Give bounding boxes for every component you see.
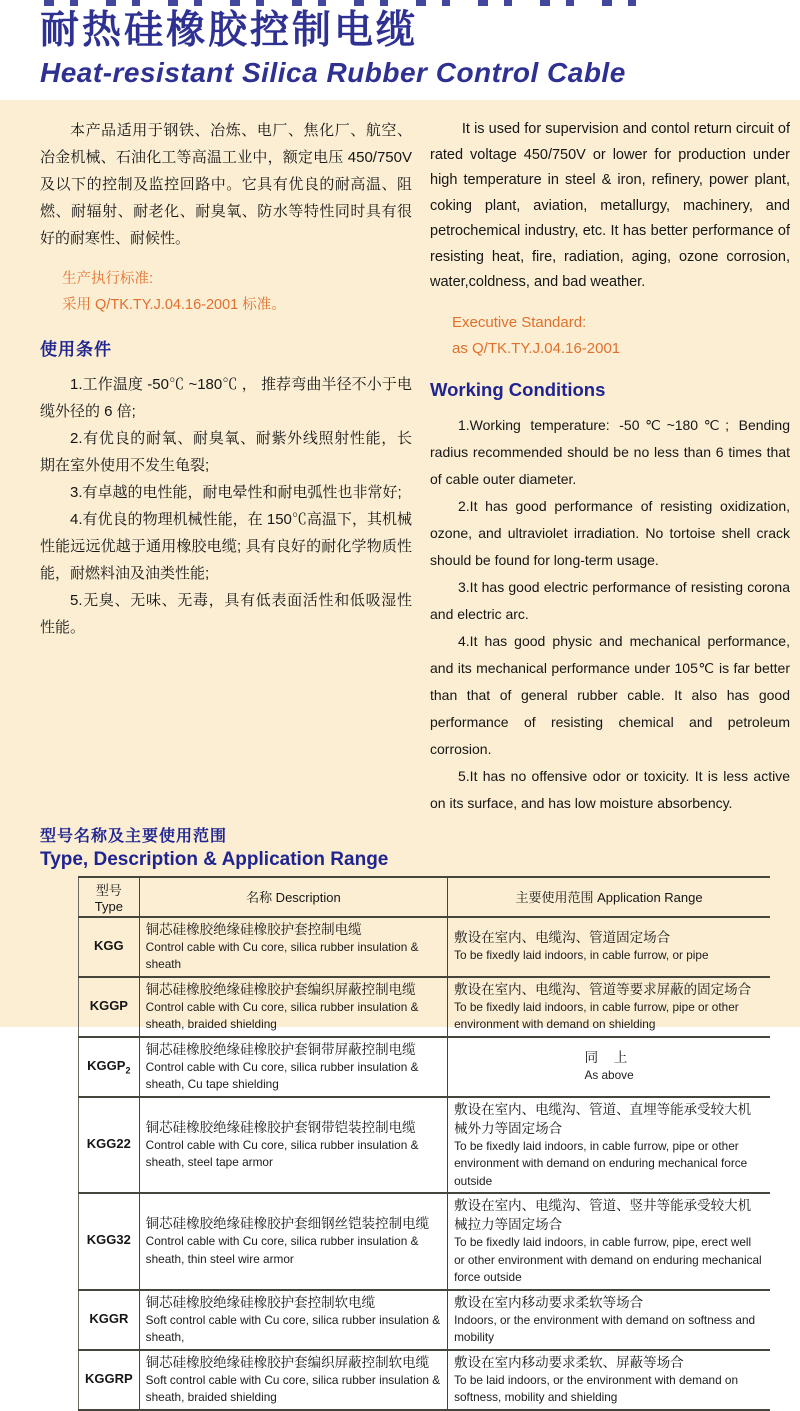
cable-description-cell: [139, 977, 447, 1037]
page-title-en: Heat-resistant Silica Rubber Control Cable: [40, 56, 626, 88]
column-header-type: 型号 Type: [79, 877, 140, 917]
condition-item-en: 1.Working temperature: -50℃~180℃; Bending radius recommended should be no less than 6 times that of cable outer diameter.: [430, 416, 790, 487]
table-header-row: [79, 877, 771, 917]
condition-item-zh: 5.无臭、无味、无毒，具有低表面活性和低吸湿性性能。: [40, 592, 412, 636]
page-title-zh: 耐热硅橡胶控制电缆: [40, 9, 419, 52]
application-range-cell: [448, 1350, 770, 1410]
standard-label-en: Executive Standard:: [452, 313, 587, 331]
condition-item-en: 5.It has no offensive odor or toxicity. It is less active on its surface, and has low moisture absorbency.: [430, 767, 790, 811]
description-zh: 铜芯硅橡胶绝缘硅橡胶护套细钢丝铠装控制电缆: [145, 1216, 430, 1232]
application-range-cell: [448, 1097, 770, 1194]
range-en: To be laid indoors, or the environment with demand on softness, mobility and shielding: [454, 1372, 739, 1404]
table-section-heading-en: Type, Description & Application Range: [40, 848, 389, 870]
description-zh: 铜芯硅橡胶绝缘硅橡胶护套钢带铠装控制电缆: [145, 1119, 416, 1135]
table-section-heading-zh: 型号名称及主要使用范围: [40, 827, 228, 845]
description-en: Soft control cable with Cu core, silica rubber insulation & sheath, braided shielding: [145, 1372, 441, 1404]
column-english: [430, 117, 790, 817]
cable-description-cell: [139, 1097, 447, 1194]
conditions-heading-zh: 使用条件: [40, 340, 112, 359]
range-zh: 敷设在室内移动要求柔软等场合: [454, 1294, 644, 1310]
range-zh: 敷设在室内、电缆沟、管道、直埋等能承受较大机械外力等固定场合: [454, 1101, 752, 1136]
cable-type-code: KGG32: [79, 1193, 140, 1290]
description-en: Control cable with Cu core, silica rubber insulation & sheath, Cu tape shielding: [145, 1059, 419, 1091]
table-row-kgg32: [79, 1193, 771, 1290]
cable-description-cell: [139, 1037, 447, 1097]
condition-item-en: 3.It has good electric performance of resisting corona and electric arc.: [430, 578, 790, 622]
table-row-kgg22: [79, 1097, 771, 1194]
condition-item-zh: 2.有优良的耐氧、耐臭氧、耐紫外线照射性能，长期在室外使用不发生龟裂;: [40, 430, 412, 474]
cable-description-cell: [139, 1290, 447, 1350]
range-zh: 敷设在室内、电缆沟、管道、竖井等能承受较大机械拉力等固定场合: [454, 1198, 752, 1232]
condition-item-zh: 1.工作温度 -50℃ ~180℃ ， 推荐弯曲半径不小于电缆外径的 6 倍;: [40, 376, 412, 420]
application-range-cell: [448, 1193, 770, 1290]
description-zh: 铜芯硅橡胶绝缘硅橡胶护套控制软电缆: [145, 1294, 376, 1310]
description-en: Control cable with Cu core, silica rubber insulation & sheath, braided shielding: [145, 999, 419, 1031]
intro-columns: [40, 117, 790, 817]
column-header-application-range: 主要使用范围 Application Range: [515, 890, 703, 905]
description-zh: 铜芯硅橡胶绝缘硅橡胶护套编织屏蔽控制软电缆: [145, 1354, 430, 1370]
standard-value-zh: 采用 Q/TK.TY.J.04.16-2001 标准。: [62, 297, 286, 313]
application-range-cell: [448, 917, 770, 977]
cable-types-table: [78, 876, 770, 1411]
description-zh: 铜芯硅橡胶绝缘硅橡胶护套控制电缆: [145, 921, 362, 937]
cable-description-cell: [139, 917, 447, 977]
description-en: Control cable with Cu core, silica rubber insulation & sheath: [145, 939, 419, 971]
range-en: To be fixedly laid indoors, in cable furrow, pipe, erect well or other environment with demand on enduring mechanical force outside: [454, 1235, 762, 1284]
executive-standard-zh: [62, 266, 412, 318]
description-zh: 铜芯硅橡胶绝缘硅橡胶护套编织屏蔽控制电缆: [145, 981, 416, 997]
cable-type-code: KGGRP: [79, 1350, 140, 1410]
cable-description-cell: [139, 1193, 447, 1290]
table-row-kggr: [79, 1290, 771, 1350]
range-en: To be fixedly laid indoors, in cable furrow, pipe or other environment with demand on shielding: [454, 999, 739, 1031]
condition-item-en: 2.It has good performance of resisting oxidization, ozone, and ultraviolet irradiation. No tortoise shell crack should be found for long-term usage.: [430, 497, 790, 568]
cable-type-code: KGGP: [79, 977, 140, 1037]
column-header-description: 名称 Description: [139, 877, 447, 917]
range-zh: 敷设在室内移动要求柔软、屏蔽等场合: [454, 1354, 684, 1370]
range-en: To be fixedly laid indoors, in cable furrow, or pipe: [454, 948, 709, 963]
standard-label-zh: 生产执行标准:: [62, 271, 154, 287]
table-row-kggp2: [79, 1037, 771, 1097]
cable-type-code: KGG: [79, 917, 140, 977]
application-range-cell: [448, 977, 770, 1037]
condition-item-zh: 4.有优良的物理机械性能，在 150℃高温下，其机械性能远远优越于通用橡胶电缆; 具有良好的耐化学物质性能，耐燃料油及油类性能;: [40, 511, 412, 582]
range-zh: 敷设在室内、电缆沟、管道等要求屏蔽的固定场合: [454, 981, 752, 997]
description-zh: 铜芯硅橡胶绝缘硅橡胶护套铜带屏蔽控制电缆: [145, 1041, 416, 1057]
conditions-list-zh: [40, 371, 412, 641]
cable-description-cell: [139, 1350, 447, 1410]
page-header: [0, 0, 800, 100]
conditions-list-en: [430, 412, 790, 817]
condition-item-en: 4.It has good physic and mechanical performance, and its mechanical performance under 105℃ is far better than that of general rubber cable. It also has good performance of resisting chemical and petroleum corrosion.: [430, 632, 790, 757]
intro-paragraph-en: It is used for supervision and contol return circuit of rated voltage 450/750V or lower for production under high temperature in steel & iron, refinery, power plant, coking plant, aviation, metallurgy, machinery, and petrochemical industry, etc. It has better performance of resisting heat, fire, radiation, aging, ozone corrosion, water,coldness, and bad weather.: [430, 121, 790, 290]
intro-paragraph-zh: 本产品适用于钢铁、冶炼、电厂、焦化厂、航空、冶金机械、石油化工等高温工业中，额定电压 450/750V 及以下的控制及监控回路中。它具有优良的耐高温、阻燃、耐辐射、耐老化、耐臭氧、防水等特性同时具有很好的耐寒性、耐候性。: [40, 122, 412, 247]
range-zh: 同 上: [584, 1050, 634, 1066]
range-en: As above: [584, 1068, 634, 1083]
description-en: Soft control cable with Cu core, silica rubber insulation & sheath,: [145, 1312, 441, 1344]
description-en: Control cable with Cu core, silica rubber insulation & sheath, thin steel wire armor: [145, 1234, 419, 1266]
table-row-kggp: [79, 977, 771, 1037]
cropped-text-fragment: [44, 0, 644, 6]
range-en: To be fixedly laid indoors, in cable furrow, pipe or other environment with demand on enduring mechanical force outside: [454, 1138, 748, 1188]
column-chinese: [40, 117, 412, 817]
table-row-kgg: [79, 917, 771, 977]
standard-value-en: as Q/TK.TY.J.04.16-2001: [452, 339, 621, 357]
cable-type-code: $KGGP_2$: [79, 1037, 140, 1097]
description-en: Control cable with Cu core, silica rubber insulation & sheath, steel tape armor: [145, 1137, 419, 1170]
condition-item-zh: 3.有卓越的电性能，耐电晕性和耐电弧性也非常好;: [70, 484, 402, 501]
conditions-heading-en: Working Conditions: [430, 378, 606, 400]
application-range-cell: [448, 1290, 770, 1350]
cable-type-code: KGGR: [79, 1290, 140, 1350]
table-row-kggrp: [79, 1350, 771, 1410]
range-zh: 敷设在室内、电缆沟、管道固定场合: [454, 930, 671, 946]
executive-standard-en: [452, 310, 790, 362]
application-range-cell: [448, 1037, 770, 1097]
page-body: [0, 100, 800, 1404]
range-en: Indoors, or the environment with demand on softness and mobility: [454, 1312, 756, 1344]
cable-type-code: KGG22: [79, 1097, 140, 1194]
